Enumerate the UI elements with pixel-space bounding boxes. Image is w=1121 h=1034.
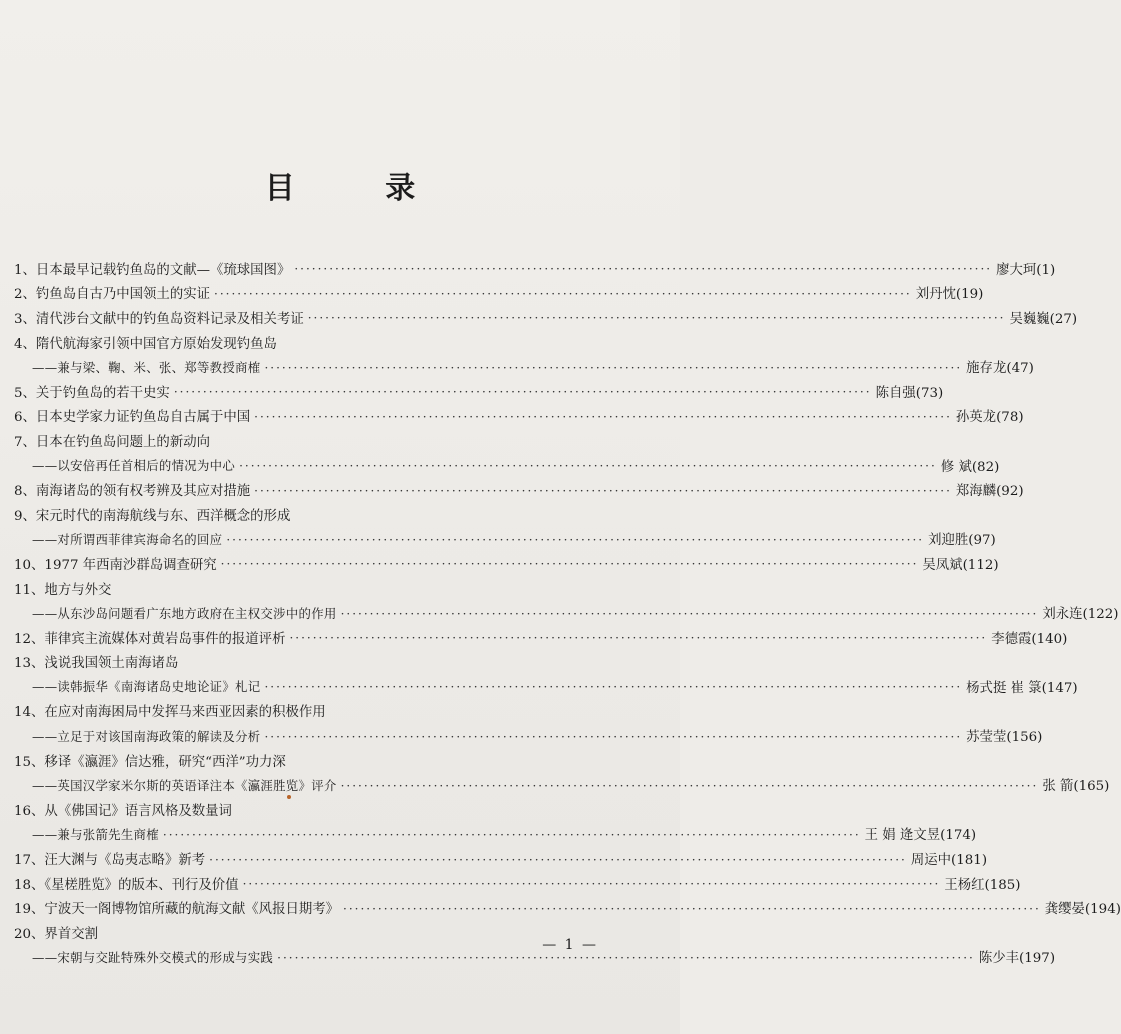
toc-entry-title: 3、清代涉台文献中的钓鱼岛资料记录及相关考证 bbox=[14, 311, 304, 327]
toc-author-page: 刘丹忱(19) bbox=[915, 287, 984, 303]
toc-author-page: 孙英龙(78) bbox=[955, 410, 1024, 426]
toc-author-page: 吴巍巍(27) bbox=[1009, 311, 1078, 327]
dot-leader: ························································································································ bbox=[264, 680, 963, 695]
toc-author-page: 陈少丰(197) bbox=[978, 951, 1056, 967]
toc-author-page: 郑海麟(92) bbox=[955, 484, 1024, 500]
toc-entry bbox=[14, 404, 1024, 429]
toc-entry bbox=[14, 256, 1056, 281]
toc-entry-title: 8、南海诸岛的领有权考辨及其应对措施 bbox=[14, 484, 251, 500]
dot-leader: ························································································································ bbox=[214, 286, 912, 301]
dot-leader: ························································································································ bbox=[294, 262, 993, 277]
toc-author-page: 张 箭(165) bbox=[1042, 779, 1110, 795]
toc-entry-title: ——对所谓西菲律宾海命名的回应 bbox=[32, 531, 223, 547]
toc-entry-title: ——兼与梁、鞠、米、张、郑等教授商榷 bbox=[32, 359, 261, 375]
toc-author-page: 周运中(181) bbox=[910, 853, 988, 869]
toc-entry-title: 6、日本史学家力证钓鱼岛自古属于中国 bbox=[14, 410, 251, 426]
toc-heading bbox=[14, 650, 599, 675]
toc-subtitle-line bbox=[14, 822, 977, 847]
toc-entry-title: ——兼与张箭先生商榷 bbox=[32, 826, 159, 842]
dot-leader: ························································································································ bbox=[220, 557, 919, 572]
toc-author-page: 王 娟 逄文昱(174) bbox=[864, 828, 977, 844]
toc-entry-title: 10、1977 年西南沙群岛调查研究 bbox=[14, 557, 217, 573]
toc-entry-title: 16、从《佛国记》语言风格及数量词 bbox=[14, 803, 232, 819]
toc-entry-title: 17、汪大渊与《岛夷志略》新考 bbox=[14, 853, 206, 869]
toc-entry bbox=[14, 281, 984, 306]
dot-leader: ························································································································ bbox=[307, 311, 1006, 326]
toc-entry-title: 1、日本最早记载钓鱼岛的文献—《琉球国图》 bbox=[14, 262, 291, 278]
toc-subtitle-line bbox=[14, 772, 1110, 797]
dot-leader: ························································································································ bbox=[277, 950, 975, 965]
toc-author-page: 修 斌(82) bbox=[940, 459, 1000, 475]
toc-entry-title: 14、在应对南海困局中发挥马来西亚因素的积极作用 bbox=[14, 705, 326, 721]
toc-author-page: 李德霞(140) bbox=[991, 631, 1068, 647]
toc-entry-title: 18、《星槎胜览》的版本、刊行及价值 bbox=[14, 877, 239, 893]
toc-heading bbox=[14, 428, 599, 453]
dot-leader: ························································································································ bbox=[242, 877, 941, 892]
dot-leader: ························································································································ bbox=[264, 360, 963, 375]
dot-leader: ························································································································ bbox=[254, 409, 952, 424]
dot-leader: ························································································································ bbox=[239, 459, 937, 474]
toc-entry bbox=[14, 895, 1121, 920]
toc-entry bbox=[14, 551, 999, 576]
toc-author-page: 龚缨晏(194) bbox=[1044, 902, 1121, 918]
toc-entry-title: 9、宋元时代的南海航线与东、西洋概念的形成 bbox=[14, 508, 291, 524]
toc-entry bbox=[14, 846, 988, 871]
toc-entry-title: ——英国汉学家米尔斯的英语译注本《瀛涯胜览》评介 bbox=[32, 777, 337, 793]
dot-leader: ························································································································ bbox=[343, 901, 1041, 916]
dot-leader: ························································································································ bbox=[173, 385, 872, 400]
toc-entry bbox=[14, 625, 1068, 650]
toc-entry-title: 15、移译《瀛涯》信达雅，研究“西洋”功力深 bbox=[14, 754, 286, 770]
dot-leader: ························································································································ bbox=[289, 631, 988, 646]
toc-heading bbox=[14, 699, 599, 724]
dot-leader: ························································································································ bbox=[340, 606, 1039, 621]
toc-subtitle-line bbox=[14, 527, 996, 552]
toc-heading bbox=[14, 502, 599, 527]
toc-entry-title: 20、界首交割 bbox=[14, 926, 98, 942]
toc-entry bbox=[14, 477, 1024, 502]
toc-subtitle-line bbox=[14, 354, 1034, 379]
toc-heading bbox=[14, 797, 599, 822]
toc-heading bbox=[14, 330, 599, 355]
toc-entry bbox=[14, 379, 944, 404]
toc-entry-title: 13、浅说我国领土南海诸岛 bbox=[14, 656, 179, 672]
dot-leader: ························································································································ bbox=[162, 827, 861, 842]
dot-leader: ························································································································ bbox=[226, 532, 925, 547]
toc-entry-title: ——读韩振华《南海诸岛史地论证》札记 bbox=[32, 679, 261, 695]
toc-subtitle-line bbox=[14, 723, 1043, 748]
toc-entry-title: 19、宁波天一阁博物馆所藏的航海文献《风报日期考》 bbox=[14, 902, 340, 918]
toc-entry-title: ——宋朝与交趾特殊外交模式的形成与实践 bbox=[32, 949, 274, 965]
table-of-contents bbox=[14, 256, 1121, 969]
toc-subtitle-line bbox=[14, 945, 1056, 970]
dot-leader: ························································································································ bbox=[254, 483, 952, 498]
toc-author-page: 施存龙(47) bbox=[966, 361, 1034, 377]
dot-leader: ························································································································ bbox=[340, 778, 1039, 793]
toc-entry-title: 5、关于钓鱼岛的若干史实 bbox=[14, 385, 170, 401]
toc-heading bbox=[14, 920, 599, 945]
toc-subtitle-line bbox=[14, 600, 1119, 625]
toc-author-page: 刘永连(122) bbox=[1042, 607, 1119, 623]
toc-subtitle-line bbox=[14, 674, 1078, 699]
toc-entry-title: ——以安倍再任首相后的情况为中心 bbox=[32, 458, 236, 474]
toc-author-page: 杨式挺 崔 箓(147) bbox=[966, 680, 1078, 696]
toc-author-page: 苏莹莹(156) bbox=[966, 730, 1043, 746]
toc-entry-title: 7、日本在钓鱼岛问题上的新动向 bbox=[14, 434, 210, 450]
toc-heading bbox=[14, 576, 599, 601]
toc-entry-title: 4、隋代航海家引领中国官方原始发现钓鱼岛 bbox=[14, 336, 277, 352]
toc-subtitle-line bbox=[14, 453, 1000, 478]
toc-heading bbox=[14, 748, 599, 773]
toc-entry-title: ——立足于对该国南海政策的解读及分析 bbox=[32, 728, 261, 744]
page-number: — 1 — bbox=[542, 937, 598, 953]
toc-entry-title: ——从东沙岛问题看广东地方政府在主权交涉中的作用 bbox=[32, 605, 337, 621]
paper-speck bbox=[287, 795, 291, 799]
toc-author-page: 吴凤斌(112) bbox=[922, 557, 999, 573]
toc-entry-title: 11、地方与外交 bbox=[14, 582, 112, 598]
dot-leader: ························································································································ bbox=[209, 852, 907, 867]
toc-entry-title: 2、钓鱼岛自古乃中国领土的实证 bbox=[14, 287, 210, 303]
page-title: 目 录 bbox=[264, 171, 456, 206]
toc-author-page: 廖大珂(1) bbox=[996, 262, 1056, 278]
toc-entry bbox=[14, 871, 1021, 896]
toc-author-page: 陈自强(73) bbox=[875, 385, 944, 401]
toc-author-page: 王杨红(185) bbox=[944, 877, 1021, 893]
toc-author-page: 刘迎胜(97) bbox=[928, 533, 996, 549]
toc-entry bbox=[14, 305, 1078, 330]
toc-entry-title: 12、菲律宾主流媒体对黄岩岛事件的报道评析 bbox=[14, 631, 286, 647]
dot-leader: ························································································································ bbox=[264, 729, 963, 744]
